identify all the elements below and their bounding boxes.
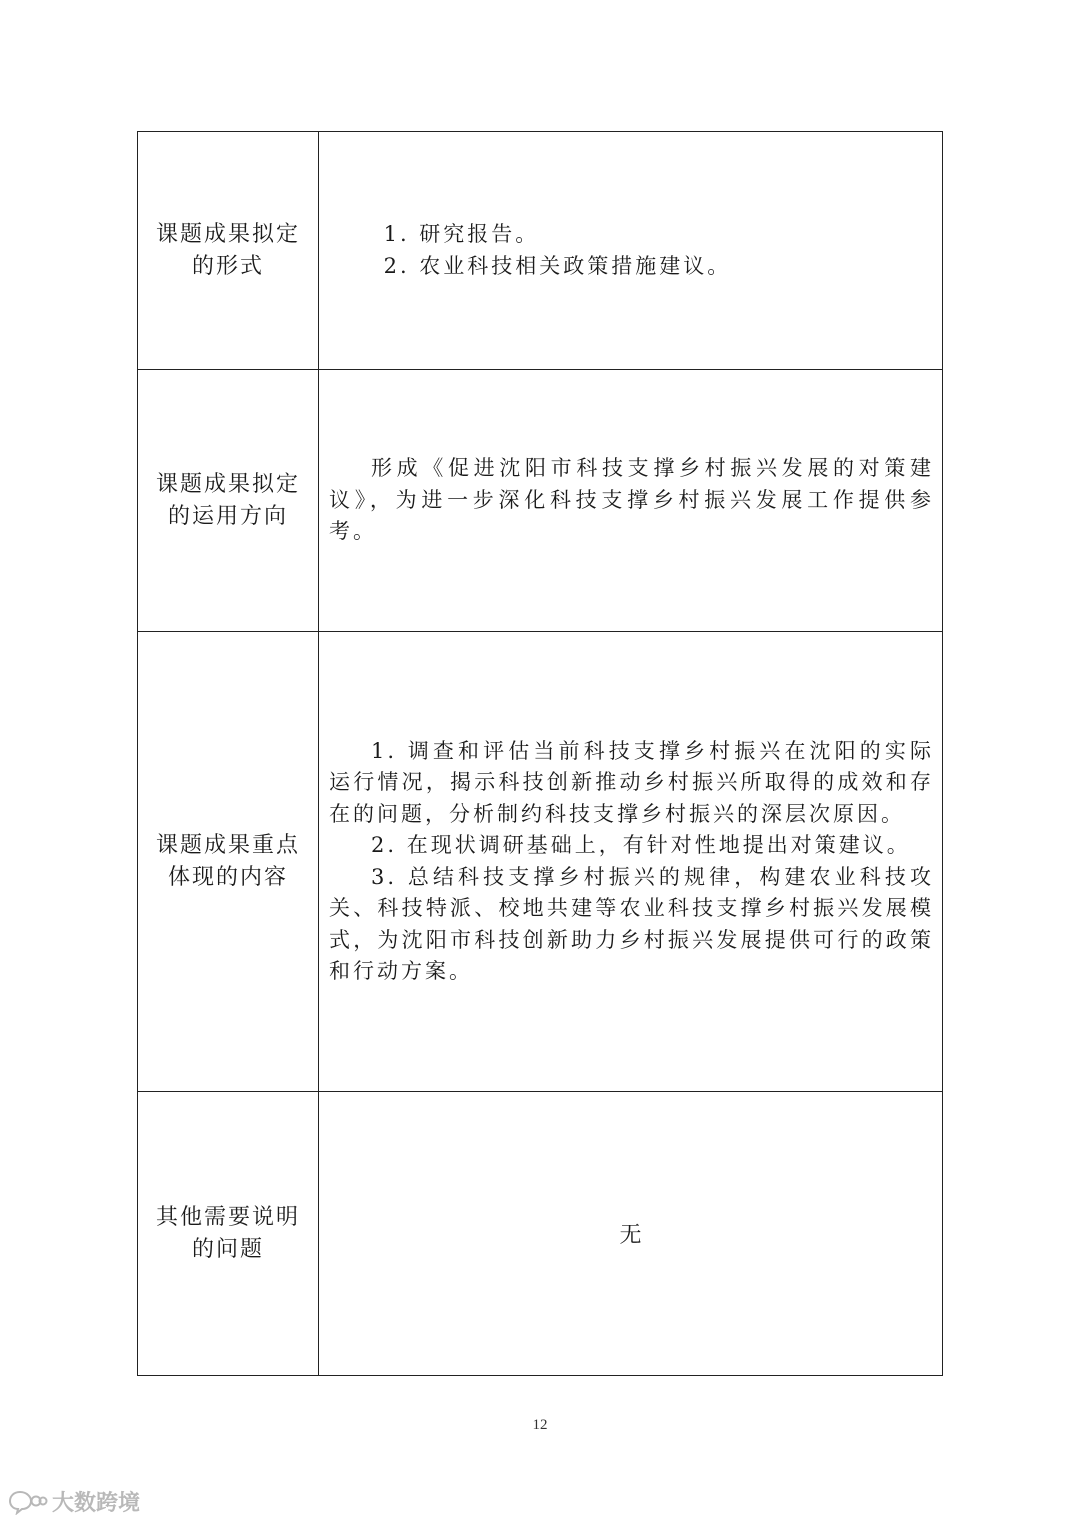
row-content-cell xyxy=(319,132,942,369)
paragraph: 1. 研究报告。 xyxy=(383,222,540,246)
row-content-cell xyxy=(319,370,942,631)
row-label: 课题成果拟定的运用方向 xyxy=(155,471,300,529)
paragraph: 2. 在现状调研基础上，有针对性地提出对策建议。 xyxy=(371,833,911,857)
row-content xyxy=(329,453,934,548)
row-label: 课题成果重点体现的内容 xyxy=(155,832,300,890)
row-label: 其他需要说明的问题 xyxy=(155,1204,300,1262)
row-label-cell xyxy=(138,632,319,1091)
table-row xyxy=(138,132,942,369)
watermark xyxy=(8,1486,140,1517)
row-label-cell xyxy=(138,370,319,631)
table-row xyxy=(138,369,942,631)
paragraph: 3. 总结科技支撑乡村振兴的规律，构建农业科技攻关、科技特派、校地共建等农业科技支撑乡村振兴发展模式，为沈阳市科技创新助力乡村振兴发展提供可行的政策和行动方案。 xyxy=(329,864,934,983)
page-number: 12 xyxy=(532,1417,548,1433)
form-table xyxy=(137,131,943,1376)
chat-bubble-icon xyxy=(8,1489,48,1515)
row-label-cell xyxy=(138,1092,319,1375)
table-row xyxy=(138,1091,942,1375)
paragraph: 1. 调查和评估当前科技支撑乡村振兴在沈阳的实际运行情况，揭示科技创新推动乡村振兴所取得的成效和存在的问题，分析制约科技支撑乡村振兴的深层次原因。 xyxy=(329,738,934,826)
row-value: 无 xyxy=(619,1223,644,1248)
row-label: 课题成果拟定的形式 xyxy=(155,221,300,279)
table-row xyxy=(138,631,942,1091)
row-content xyxy=(329,736,934,988)
watermark-text: 大数跨境 xyxy=(52,1491,141,1516)
row-content-cell xyxy=(319,1092,942,1375)
row-content-cell xyxy=(319,632,942,1091)
paragraph: 2. 农业科技相关政策措施建议。 xyxy=(383,253,732,278)
row-label-cell xyxy=(138,132,319,369)
row-content xyxy=(329,219,934,282)
paragraph: 形成《促进沈阳市科技支撑乡村振兴发展的对策建议》，为进一步深化科技支撑乡村振兴发展工作提供参考。 xyxy=(329,456,934,544)
